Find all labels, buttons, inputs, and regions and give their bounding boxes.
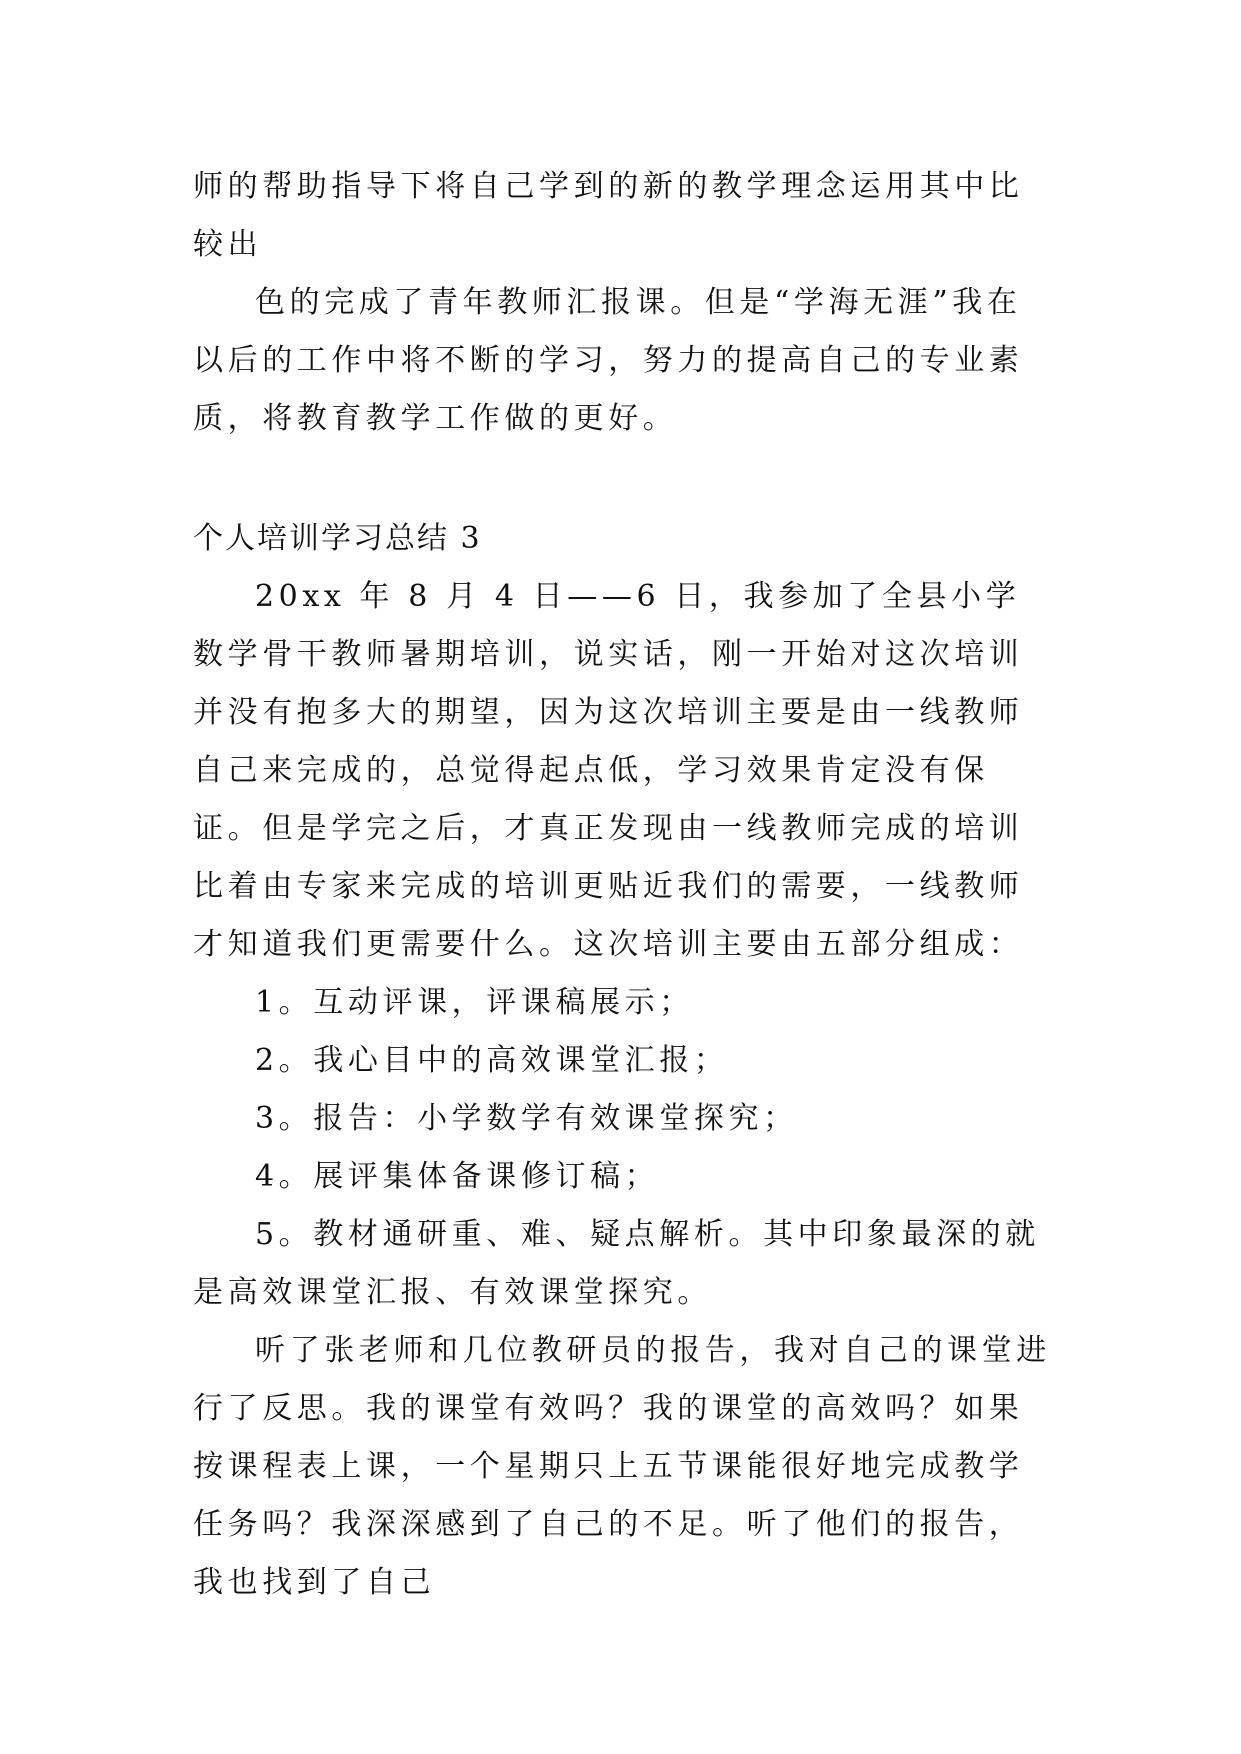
paragraph-continued: 师的帮助指导下将自己学到的新的教学理念运用其中比较出	[193, 169, 1024, 262]
paragraph-intro: 20xx 年 8 月 4 日——6 日，我参加了全县小学数学骨干教师暑期培训，说实话，刚一开始对这次培训并没有抱多大的期望，因为这次培训主要是由一线教师自己来完成的，总觉得起点低，学习效果肯定没有保证。但是学完之后，才真正发现由一线教师完成的培训比着由专家来完成的培训更贴近我们的需要，一线教师才知道我们更需要什么。这次培训主要由五部分组成：	[193, 579, 1024, 962]
paragraph-reflection: 听了张老师和几位教研员的报告，我对自己的课堂进行了反思。我的课堂有效吗？我的课堂的高效吗？如果按课程表上课，一个星期只上五节课能很好地完成教学任务吗？我深深感到了自己的不足。听了他们的报告，我也找到了自己	[193, 1333, 1051, 1600]
list-item: 3。报告：小学数学有效课堂探究；	[255, 1101, 798, 1136]
list-item: 2。我心目中的高效课堂汇报；	[255, 1043, 729, 1078]
list-item: 4。展评集体备课修订稿；	[255, 1159, 660, 1194]
section-heading: 个人培训学习总结 3	[193, 521, 482, 556]
paragraph-conclusion: 色的完成了青年教师汇报课。但是“学海无涯”我在以后的工作中将不断的学习，努力的提高自己的专业素质，将教育教学工作做的更好。	[193, 285, 1024, 436]
paragraph-list-last: 5。教材通研重、难、疑点解析。其中印象最深的就是高效课堂汇报、有效课堂探究。	[193, 1217, 1040, 1310]
list-item: 1。互动评课，评课稿展示；	[255, 985, 694, 1020]
